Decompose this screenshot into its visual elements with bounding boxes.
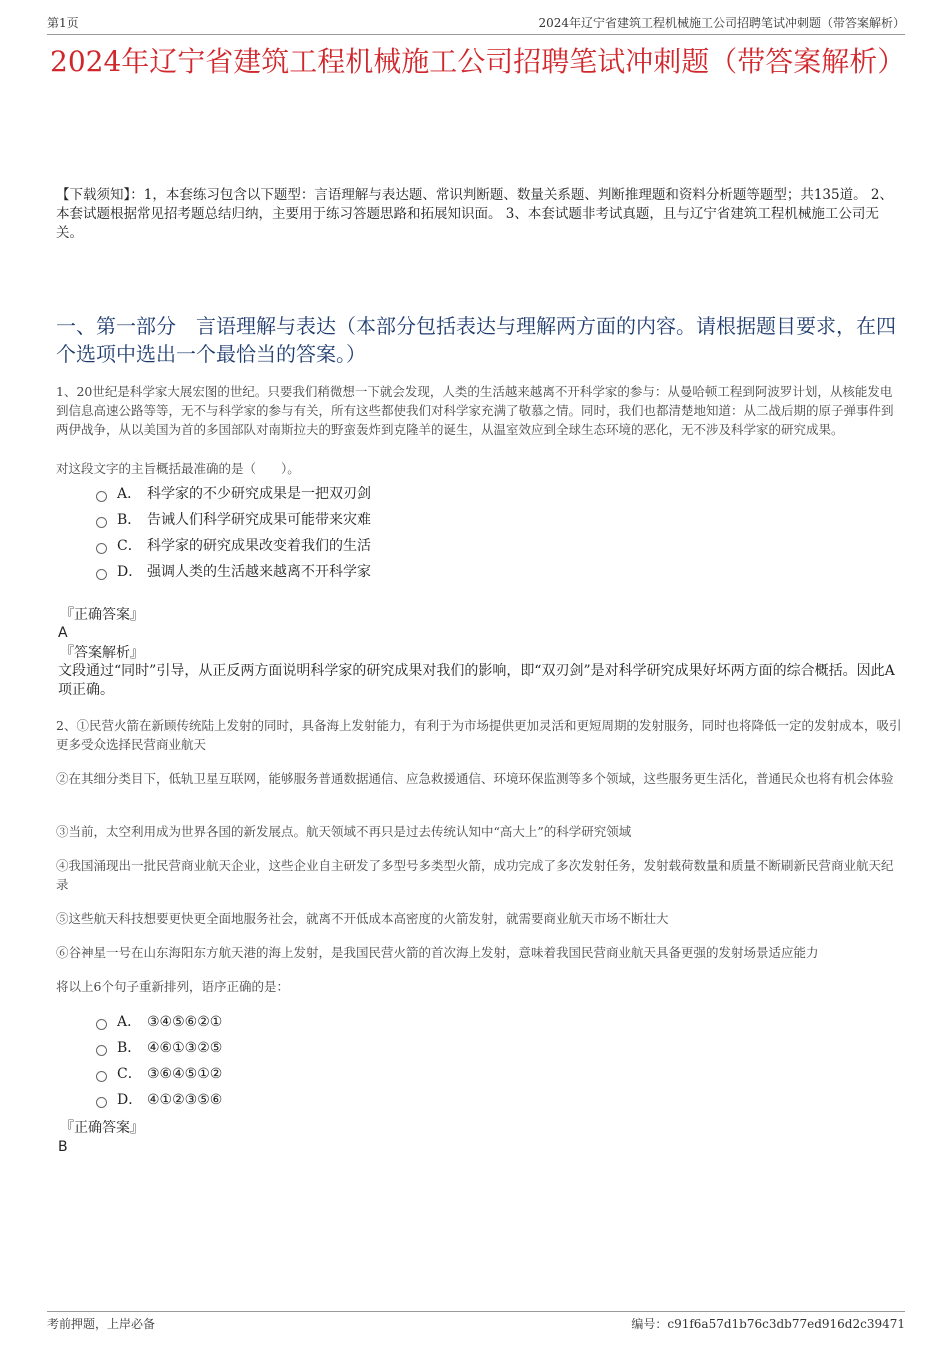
radio-icon[interactable] [96,1045,107,1056]
footer-slogan: 考前押题，上岸必备 [47,1317,156,1331]
q1-option-a[interactable] [96,484,371,504]
page-number: 第1页 [47,16,79,30]
q1-option-d[interactable] [96,562,371,582]
q2-option-b[interactable] [96,1038,222,1058]
q2-answer: B [58,1139,68,1155]
option-text: ④①②③⑤⑥ [147,1092,223,1108]
option-text: ③⑥④⑤①② [147,1066,223,1082]
header-title: 2024年辽宁省建筑工程机械施工公司招聘笔试冲刺题（带答案解析） [538,16,905,30]
option-label: B． [117,512,142,528]
option-label: A． [117,486,142,502]
option-label: B． [117,1040,142,1056]
q1-answer: A [58,625,68,641]
q2-option-d[interactable] [96,1090,222,1110]
option-text: ④⑥①③②⑤ [147,1040,223,1056]
q1-analysis: 文段通过“同时”引导，从正反两方面说明科学家的研究成果对我们的影响，即“双刃剑”是对科学研究成果好坏两方面的综合概括。因此A项正确。 [58,663,895,698]
question-1-stem: 1、20世纪是科学家大展宏图的世纪。只要我们稍微想一下就会发现，人类的生活越来越离不开科学家的参与：从曼哈顿工程到阿波罗计划，从核能发电到信息高速公路等等，无不与科学家的参与有关，所有这些都使我们对科学家充满了敬慕之情。同时，我们也都清楚地知道：从二战后期的原子弹事件到两伊战争，从以美国为首的多国部队对南斯拉夫的野蛮轰炸到克隆羊的诞生，从温室效应到全球生态环境的恶化，无不涉及科学家的研究成果。 [56,384,894,437]
page-footer [47,1311,905,1331]
option-label: A． [117,1014,142,1030]
radio-icon[interactable] [96,491,107,502]
q2-answer-label: 『正确答案』 [60,1120,144,1136]
option-text: 科学家的研究成果改变着我们的生活 [147,538,371,554]
radio-icon[interactable] [96,1097,107,1108]
section-heading: 一、第一部分 言语理解与表达（本部分包括表达与理解两方面的内容。请根据题目要求，在四个选项中选出一个最恰当的答案。） [56,314,896,366]
option-label: D． [117,1092,143,1108]
question-1-prompt: 对这段文字的主旨概括最准确的是（ ）。 [56,461,300,476]
q2-sentence-1: 2、①民营火箭在新顾传统陆上发射的同时，具备海上发射能力，有利于为市场提供更加灵活和更短周期的发射服务，同时也将降低一定的发射成本，吸引更多受众选择民营商业航天 [56,718,902,752]
download-notice: 【下载须知】：1，本套练习包含以下题型：言语理解与表达题、常识判断题、数量关系题、判断推理题和资料分析题等题型；共135道。 2、本套试题根据常见招考题总结归纳，主要用于练习答题思路和拓展知识面。 3、本套试题非考试真题，且与辽宁省建筑工程机械施工公司无关。 [56,187,893,241]
radio-icon[interactable] [96,1071,107,1082]
page-header [47,12,905,35]
radio-icon[interactable] [96,1019,107,1030]
option-text: 告诫人们科学研究成果可能带来灾难 [147,512,371,528]
q1-analysis-label: 『答案解析』 [60,645,144,661]
q2-option-a[interactable] [96,1012,222,1032]
option-label: C． [117,1066,142,1082]
radio-icon[interactable] [96,517,107,528]
radio-icon[interactable] [96,543,107,554]
q1-answer-label: 『正确答案』 [60,607,144,623]
option-label: C． [117,538,142,554]
option-label: D． [117,564,143,580]
radio-icon[interactable] [96,569,107,580]
option-text: 强调人类的生活越来越离不开科学家 [147,564,371,580]
q1-option-c[interactable] [96,536,371,556]
document-id: 编号：c91f6a57d1b76c3db77ed916d2c39471 [631,1317,905,1331]
document-title: 2024年辽宁省建筑工程机械施工公司招聘笔试冲刺题（带答案解析） [50,45,906,78]
q2-sentence-4: ④我国涌现出一批民营商业航天企业，这些企业自主研发了多型号多类型火箭，成功完成了多次发射任务，发射载荷数量和质量不断刷新民营商业航天纪录 [56,858,894,892]
option-text: ③④⑤⑥②① [147,1014,223,1030]
q2-sentence-2: ②在其细分类目下，低轨卫星互联网，能够服务普通数据通信、应急救援通信、环境环保监测等多个领域，这些服务更生活化，普通民众也将有机会体验 [56,771,894,786]
q2-sentence-3: ③当前，太空利用成为世界各国的新发展点。航天领域不再只是过去传统认知中“高大上”的科学研究领域 [56,824,632,839]
option-text: 科学家的不少研究成果是一把双刃剑 [147,486,371,502]
q2-sentence-5: ⑤这些航天科技想要更快更全面地服务社会，就离不开低成本高密度的火箭发射，就需要商业航天市场不断壮大 [56,911,669,926]
q2-option-c[interactable] [96,1064,222,1084]
q2-prompt: 将以上6个句子重新排列，语序正确的是： [56,979,289,994]
q1-option-b[interactable] [96,510,371,530]
q2-sentence-6: ⑥谷神星一号在山东海阳东方航天港的海上发射，是我国民营火箭的首次海上发射，意味着我国民营商业航天具备更强的发射场景适应能力 [56,945,819,960]
